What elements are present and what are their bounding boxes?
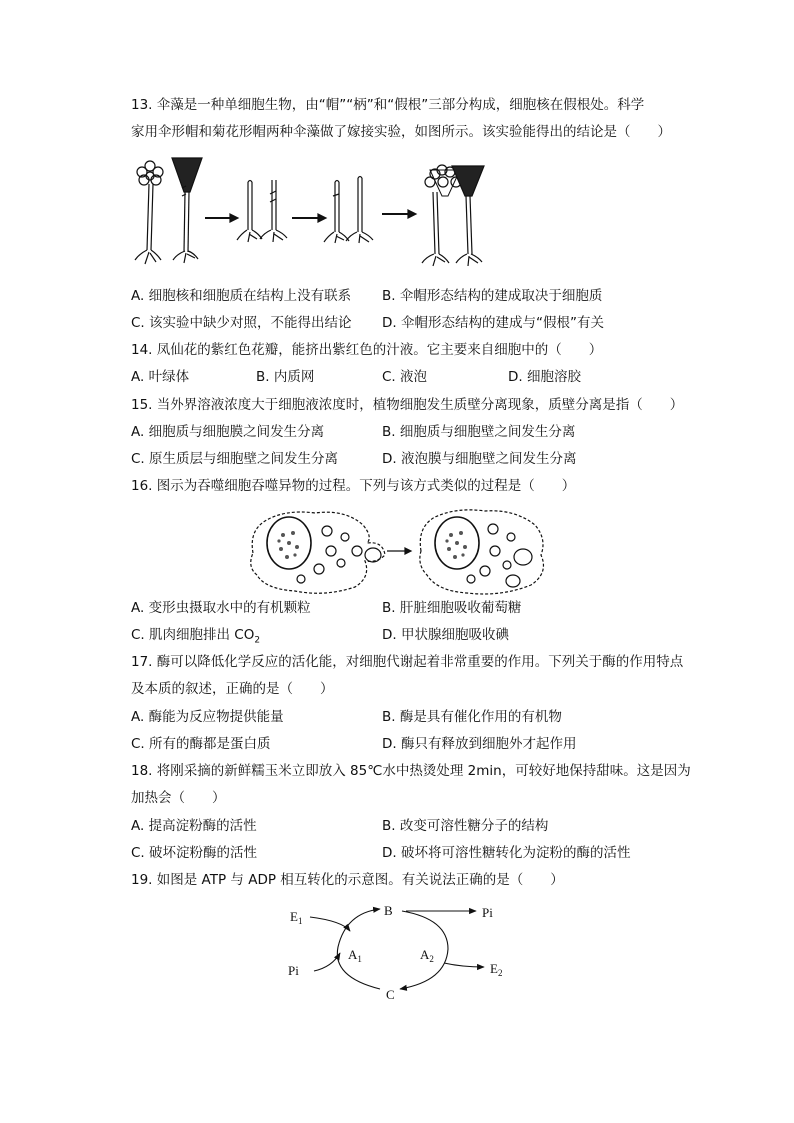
q18-stem-line1: 18. 将刚采摘的新鲜糯玉米立即放入 85℃水中热烫处理 2min，可较好地保持甜味。这是因为 bbox=[131, 763, 691, 779]
q17-option-b: B. 酶是具有催化作用的有机物 bbox=[382, 709, 562, 725]
atp-label-a2: $A_2$ bbox=[420, 947, 434, 964]
q14-option-c: C. 液泡 bbox=[382, 369, 428, 385]
q18-stem-line2: 加热会（ ） bbox=[131, 790, 226, 806]
umbrella-cap-icon bbox=[172, 158, 202, 192]
q15-option-a: A. 细胞质与细胞膜之间发生分离 bbox=[131, 424, 325, 440]
q18-option-d: D. 破坏将可溶性糖转化为淀粉的酶的活性 bbox=[382, 845, 631, 861]
chrysanthemum-cap-icon bbox=[137, 161, 163, 185]
q14-option-b: B. 内质网 bbox=[256, 369, 315, 385]
atp-adp-cycle-diagram bbox=[280, 897, 510, 1007]
atp-label-pi-top: Pi bbox=[482, 905, 493, 920]
q13-option-c: C. 该实验中缺少对照，不能得出结论 bbox=[131, 315, 352, 331]
q17-option-a: A. 酶能为反应物提供能量 bbox=[131, 709, 284, 725]
q16-option-a: A. 变形虫摄取水中的有机颗粒 bbox=[131, 600, 311, 616]
q18-option-c: C. 破坏淀粉酶的活性 bbox=[131, 845, 258, 861]
acetabularia-graft-figure bbox=[130, 152, 490, 274]
phagocytosis-figure bbox=[245, 503, 555, 598]
q14-option-d: D. 细胞溶胶 bbox=[508, 369, 581, 385]
atp-label-e2: $E_2$ bbox=[490, 961, 503, 978]
q17-stem-line1: 17. 酶可以降低化学反应的活化能，对细胞代谢起着非常重要的作用。下列关于酶的作用特点 bbox=[131, 654, 684, 670]
q14-option-a: A. 叶绿体 bbox=[131, 369, 190, 385]
q17-option-c: C. 所有的酶都是蛋白质 bbox=[131, 736, 271, 752]
q16-option-c: C. 肌肉细胞排出 $CO_2$ bbox=[131, 627, 261, 646]
q15-option-d: D. 液泡膜与细胞壁之间发生分离 bbox=[382, 451, 577, 467]
q17-option-d: D. 酶只有释放到细胞外才起作用 bbox=[382, 736, 577, 752]
q16-stem: 16. 图示为吞噬细胞吞噬异物的过程。下列与该方式类似的过程是（ ） bbox=[131, 478, 576, 494]
q17-stem-line2: 及本质的叙述，正确的是（ ） bbox=[131, 681, 334, 697]
q18-option-a: A. 提高淀粉酶的活性 bbox=[131, 818, 257, 834]
q15-stem: 15. 当外界溶液浓度大于细胞液浓度时，植物细胞发生质壁分离现象，质壁分离是指（ ） bbox=[131, 397, 684, 413]
q16-option-b: B. 肝脏细胞吸收葡萄糖 bbox=[382, 600, 522, 616]
q13-option-a: A. 细胞核和细胞质在结构上没有联系 bbox=[131, 288, 352, 304]
q15-option-c: C. 原生质层与细胞壁之间发生分离 bbox=[131, 451, 339, 467]
q16-option-d: D. 甲状腺细胞吸收碘 bbox=[382, 627, 509, 643]
atp-label-b: B bbox=[384, 903, 393, 918]
atp-label-c: C bbox=[386, 987, 395, 1002]
q13-stem-line2: 家用伞形帽和菊花形帽两种伞藻做了嫁接实验，如图所示。该实验能得出的结论是（ ） bbox=[131, 124, 671, 140]
q13-stem-line1: 13. 伞藻是一种单细胞生物，由“帽”“柄”和“假根”三部分构成，细胞核在假根处。科学 bbox=[131, 97, 645, 113]
q19-stem: 19. 如图是 ATP 与 ADP 相互转化的示意图。有关说法正确的是（ ） bbox=[131, 872, 564, 888]
q18-option-b: B. 改变可溶性糖分子的结构 bbox=[382, 818, 549, 834]
atp-label-pi-left: Pi bbox=[288, 963, 299, 978]
atp-label-e1: $E_1$ bbox=[290, 909, 303, 926]
atp-label-a1: $A_1$ bbox=[348, 947, 362, 964]
q15-option-b: B. 细胞质与细胞壁之间发生分离 bbox=[382, 424, 576, 440]
q13-option-d: D. 伞帽形态结构的建成与“假根”有关 bbox=[382, 315, 604, 331]
q13-option-b: B. 伞帽形态结构的建成取决于细胞质 bbox=[382, 288, 603, 304]
q14-stem: 14. 凤仙花的紫红色花瓣，能挤出紫红色的汁液。它主要来自细胞中的（ ） bbox=[131, 342, 603, 358]
